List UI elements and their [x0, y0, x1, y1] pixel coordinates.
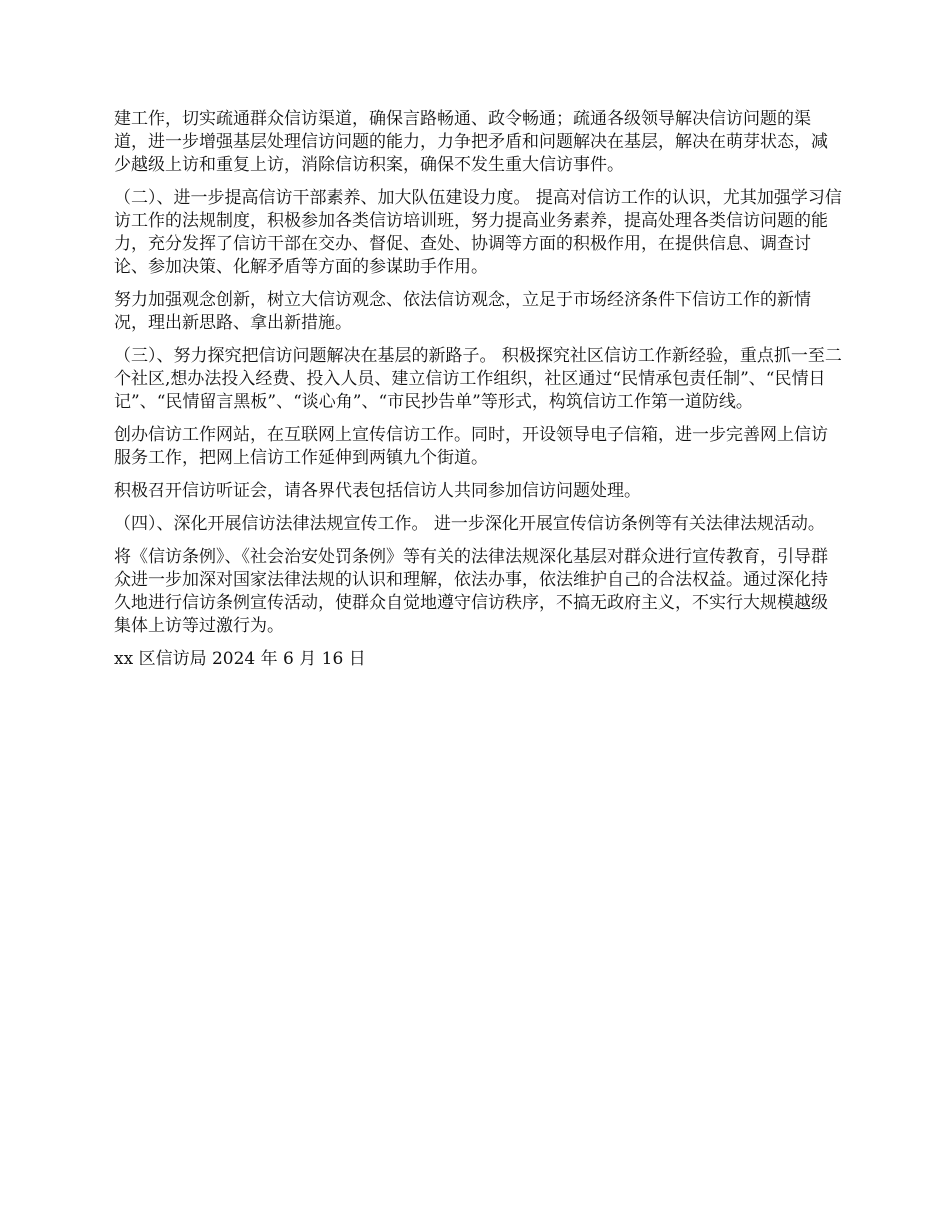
signature-line: xx 区信访局 2024 年 6 月 16 日 — [114, 649, 366, 669]
document-body — [114, 108, 844, 671]
paragraph-3: 努力加强观念创新，树立大信访观念、依法信访观念，立足于市场经济条件下信访工作的新情况，理出新思路、拿出新措施。 — [114, 290, 811, 333]
paragraph-1: 建工作，切实疏通群众信访渠道，确保言路畅通、政令畅通；疏通各级领导解决信访问题的渠道，进一步增强基层处理信访问题的能力，力争把矛盾和问题解决在基层，解决在萌芽状态，减少越级上访和重复上访，消除信访积案，确保不发生重大信访事件。 — [114, 109, 828, 175]
paragraph-6: 积极召开信访听证会，请各界代表包括信访人共同参加信访问题处理。 — [114, 481, 641, 501]
paragraph-4: （三）、努力探究把信访问题解决在基层的新路子。 积极探究社区信访工作新经验，重点抓一至二个社区,想办法投入经费、投入人员、建立信访工作组织，社区通过“民情承包责任制”、“民情日记”、“民情留言黑板”、“谈心角”、“市民抄告单”等形式，构筑信访工作第一道防线。 — [114, 346, 842, 412]
paragraph-5: 创办信访工作网站，在互联网上宣传信访工作。同时，开设领导电子信箱，进一步完善网上信访服务工作，把网上信访工作延伸到两镇九个街道。 — [114, 425, 828, 468]
paragraph-7: （四）、深化开展信访法律法规宣传工作。 进一步深化开展宣传信访条例等有关法律法规活动。 — [114, 514, 825, 534]
paragraph-2: （二）、进一步提高信访干部素养、加大队伍建设力度。 提高对信访工作的认识，尤其加强学习信访工作的法规制度，积极参加各类信访培训班，努力提高业务素养，提高处理各类信访问题的能力，充分发挥了信访干部在交办、督促、查处、协调等方面的积极作用，在提供信息、调查讨论、参加决策、化解矛盾等方面的参谋助手作用。 — [114, 188, 842, 277]
paragraph-8: 将《信访条例》、《社会治安处罚条例》等有关的法律法规深化基层对群众进行宣传教育，引导群众进一步加深对国家法律法规的认识和理解，依法办事，依法维护自己的合法权益。通过深化持久地进行信访条例宣传活动，使群众自觉地遵守信访秩序，不搞无政府主义，不实行大规模越级集体上访等过激行为。 — [114, 547, 828, 636]
